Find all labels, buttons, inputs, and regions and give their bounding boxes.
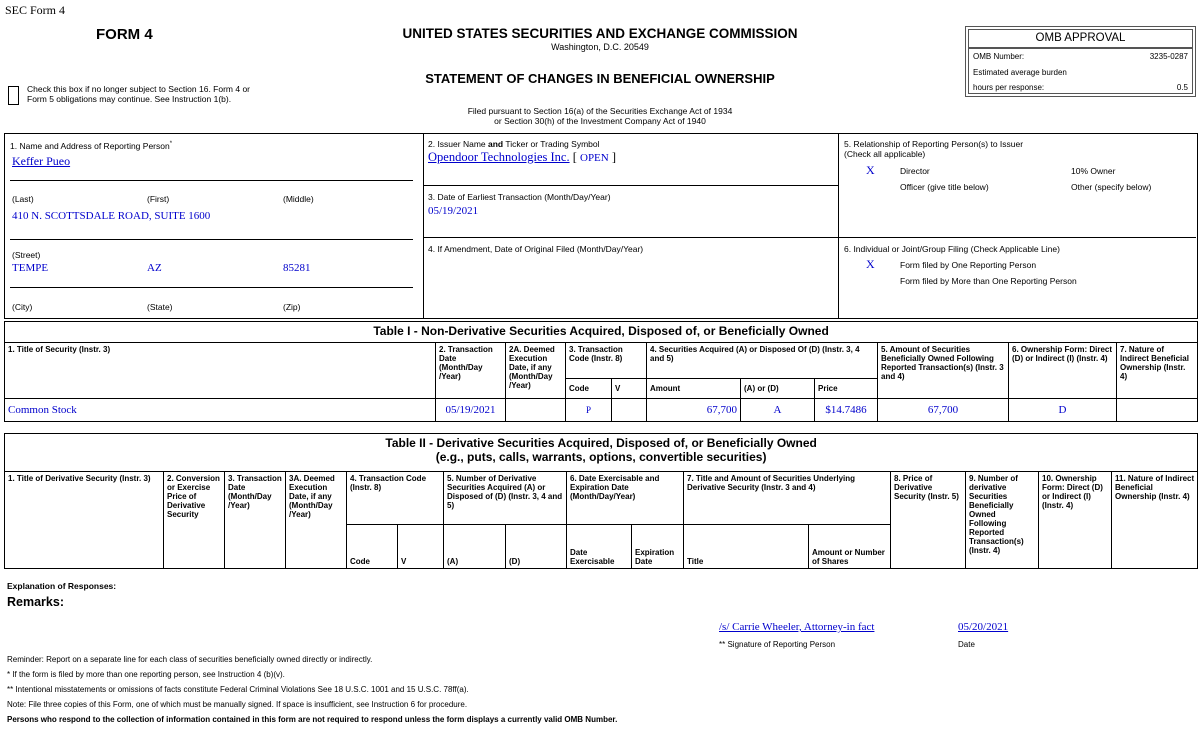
no-longer-subject-checkbox[interactable] xyxy=(8,86,19,105)
ten-percent-owner-label: 10% Owner xyxy=(1071,166,1116,176)
t1-v xyxy=(612,399,647,422)
t1-amount: 67,700 xyxy=(647,399,741,422)
t1-code: P xyxy=(566,399,612,422)
t1-nature xyxy=(1117,399,1198,422)
state-label: (State) xyxy=(147,302,173,312)
box2-label: 2. Issuer Name and Ticker or Trading Symbol xyxy=(428,139,600,149)
box4-label: 4. If Amendment, Date of Original Filed (Month/Day/Year) xyxy=(428,244,644,254)
one-person-mark: X xyxy=(866,257,875,271)
t1-aord: A xyxy=(741,399,815,422)
box3-label: 3. Date of Earliest Transaction (Month/Day/Year) xyxy=(428,192,611,202)
table-2-title-1: Table II - Derivative Securities Acquired, Disposed of, or Beneficially Owned xyxy=(385,436,817,450)
footer-reminder: Reminder: Report on a separate line for each class of securities beneficially owned directly or indirectly. xyxy=(7,655,373,664)
t2-h-date: 3. Transaction Date (Month/Day /Year) xyxy=(225,472,286,569)
signature-label: ** Signature of Reporting Person xyxy=(719,640,836,649)
table-2-title xyxy=(5,434,1198,472)
t1-sub-v: V xyxy=(612,379,647,399)
issuer-name-link[interactable]: Opendoor Technologies Inc. xyxy=(428,150,570,164)
t1-sub-amount: Amount xyxy=(647,379,741,399)
t1-sub-aord: (A) or (D) xyxy=(741,379,815,399)
remarks-label: Remarks: xyxy=(7,595,64,609)
t2-sub-expiration: Expiration Date xyxy=(632,525,684,569)
table-2-derivative xyxy=(4,433,1198,569)
t2-sub-d: (D) xyxy=(506,525,567,569)
t1-owned: 67,700 xyxy=(878,399,1009,422)
street-address: 410 N. SCOTTSDALE ROAD, SUITE 1600 xyxy=(12,210,211,222)
omb-number-label: OMB Number: xyxy=(973,52,1025,61)
table-row xyxy=(5,399,1198,422)
other-label: Other (specify below) xyxy=(1071,182,1152,192)
omb-title: OMB APPROVAL xyxy=(968,29,1193,48)
box6-label: 6. Individual or Joint/Group Filing (Check Applicable Line) xyxy=(844,244,1060,254)
t1-deemed xyxy=(506,399,566,422)
table-1-title: Table I - Non-Derivative Securities Acquired, Disposed of, or Beneficially Owned xyxy=(5,322,1198,343)
t2-h-price: 8. Price of Derivative Security (Instr. 5) xyxy=(891,472,966,569)
one-person-label: Form filed by One Reporting Person xyxy=(900,260,1037,270)
explanation-label: Explanation of Responses: xyxy=(7,581,117,591)
t1-h-ownership-form: 6. Ownership Form: Direct (D) or Indirect (I) (Instr. 4) xyxy=(1009,343,1117,399)
signature-link[interactable]: /s/ Carrie Wheeler, Attorney-in fact xyxy=(719,621,875,633)
box5-label-1: 5. Relationship of Reporting Person(s) to Issuer xyxy=(844,139,1024,149)
t2-sub-exercisable: Date Exercisable xyxy=(567,525,632,569)
checkbox-text: Check this box if no longer subject to Section 16. Form 4 or Form 5 obligations may continue. See Instruction 1(b). xyxy=(27,84,251,104)
t2-h-nature: 11. Nature of Indirect Beneficial Ownership (Instr. 4) xyxy=(1112,472,1198,569)
omb-hours-label: hours per response: xyxy=(973,83,1045,92)
footer-note-1: * If the form is filed by more than one reporting person, see Instruction 4 (b)(v). xyxy=(7,670,285,679)
t1-h-code: 3. Transaction Code (Instr. 8) xyxy=(566,343,647,379)
t1-sub-code: Code xyxy=(566,379,612,399)
t2-h-underlying: 7. Title and Amount of Securities Underlying Derivative Security (Instr. 3 and 4) xyxy=(684,472,891,525)
last-label: (Last) xyxy=(12,194,34,204)
filed-pursuant-1: Filed pursuant to Section 16(a) of the Securities Exchange Act of 1934 xyxy=(467,106,733,116)
more-persons-label: Form filed by More than One Reporting Person xyxy=(900,276,1077,286)
t2-sub-title: Title xyxy=(684,525,809,569)
footer-note-3: Note: File three copies of this Form, one of which must be manually signed. If space is insufficient, see Instruction 6 for procedure. xyxy=(7,700,468,709)
t1-price: $14.7486 xyxy=(815,399,878,422)
t1-date: 05/19/2021 xyxy=(436,399,506,422)
t1-security: Common Stock xyxy=(5,399,436,422)
zip-label: (Zip) xyxy=(283,302,301,312)
t2-h-ownership-form: 10. Ownership Form: Direct (D) or Indirect (I) (Instr. 4) xyxy=(1039,472,1112,569)
form-title: FORM 4 xyxy=(96,26,153,43)
t1-h-title: 1. Title of Security (Instr. 3) xyxy=(5,343,436,399)
street-label: (Street) xyxy=(12,250,41,260)
state-value: AZ xyxy=(147,262,162,274)
table-2-title-2: (e.g., puts, calls, warrants, options, convertible securities) xyxy=(435,450,767,464)
t2-sub-amount: Amount or Number of Shares xyxy=(809,525,891,569)
t1-sub-price: Price xyxy=(815,379,878,399)
t2-h-number-owned: 9. Number of derivative Securities Beneficially Owned Following Reported Transaction(s) (Instr. 4) xyxy=(966,472,1039,569)
t1-h-deemed: 2A. Deemed Execution Date, if any (Month/Day /Year) xyxy=(506,343,566,399)
footer-note-2: ** Intentional misstatements or omissions of facts constitute Federal Criminal Violations See 18 U.S.C. 1001 and 15 U.S.C. 78ff(a). xyxy=(7,685,469,694)
director-label: Director xyxy=(900,166,930,176)
middle-label: (Middle) xyxy=(283,194,314,204)
first-label: (First) xyxy=(147,194,170,204)
omb-approval-box xyxy=(965,26,1196,97)
footer-note-4: Persons who respond to the collection of information contained in this form are not required to respond unless the form displays a currently valid OMB Number. xyxy=(7,715,618,724)
t2-h-code: 4. Transaction Code (Instr. 8) xyxy=(347,472,444,525)
statement-title: STATEMENT OF CHANGES IN BENEFICIAL OWNERSHIP xyxy=(425,71,775,86)
omb-number-value: 3235-0287 xyxy=(1149,52,1188,61)
city-value: TEMPE xyxy=(12,262,49,274)
omb-hours-value: 0.5 xyxy=(1176,83,1188,92)
t2-h-deemed: 3A. Deemed Execution Date, if any (Month/Day /Year) xyxy=(286,472,347,569)
sec-form-label: SEC Form 4 xyxy=(5,3,66,17)
signature-date: 05/20/2021 xyxy=(958,621,1009,633)
t2-h-exercisable: 6. Date Exercisable and Expiration Date (Month/Day/Year) xyxy=(567,472,684,525)
earliest-transaction-date: 05/19/2021 xyxy=(428,205,479,217)
zip-value: 85281 xyxy=(283,262,311,274)
t1-form: D xyxy=(1009,399,1117,422)
agency-city: Washington, D.C. 20549 xyxy=(551,42,649,52)
t2-h-number: 5. Number of Derivative Securities Acquired (A) or Disposed of (D) (Instr. 3, 4 and 5) xyxy=(444,472,567,525)
omb-burden-label: Estimated average burden xyxy=(973,68,1067,77)
box5-label-2: (Check all applicable) xyxy=(844,149,926,159)
t1-h-amount-owned: 5. Amount of Securities Beneficially Owned Following Reported Transaction(s) (Instr. 3 and 4) xyxy=(878,343,1009,399)
reporting-person-name-link[interactable]: Keffer Pueo xyxy=(12,154,71,168)
t2-sub-v: V xyxy=(398,525,444,569)
t2-h-title: 1. Title of Derivative Security (Instr. 3) xyxy=(5,472,164,569)
city-label: (City) xyxy=(12,302,33,312)
t2-sub-code: Code xyxy=(347,525,398,569)
t1-h-securities: 4. Securities Acquired (A) or Disposed Of (D) (Instr. 3, 4 and 5) xyxy=(647,343,878,379)
director-mark: X xyxy=(866,163,875,177)
t2-h-conversion: 2. Conversion or Exercise Price of Derivative Security xyxy=(164,472,225,569)
t1-h-nature: 7. Nature of Indirect Beneficial Ownership (Instr. 4) xyxy=(1117,343,1198,399)
issuer-line: Opendoor Technologies Inc. [ OPEN ] xyxy=(428,150,617,164)
ticker-symbol: OPEN xyxy=(580,152,609,164)
officer-label: Officer (give title below) xyxy=(900,182,989,192)
agency-title: UNITED STATES SECURITIES AND EXCHANGE COMMISSION xyxy=(402,26,798,41)
box1-label: 1. Name and Address of Reporting Person* xyxy=(10,140,173,151)
table-1-non-derivative xyxy=(4,321,1198,422)
t1-h-date: 2. Transaction Date (Month/Day /Year) xyxy=(436,343,506,399)
date-label: Date xyxy=(958,640,975,649)
t2-sub-a: (A) xyxy=(444,525,506,569)
filed-pursuant-2: or Section 30(h) of the Investment Company Act of 1940 xyxy=(494,116,706,126)
